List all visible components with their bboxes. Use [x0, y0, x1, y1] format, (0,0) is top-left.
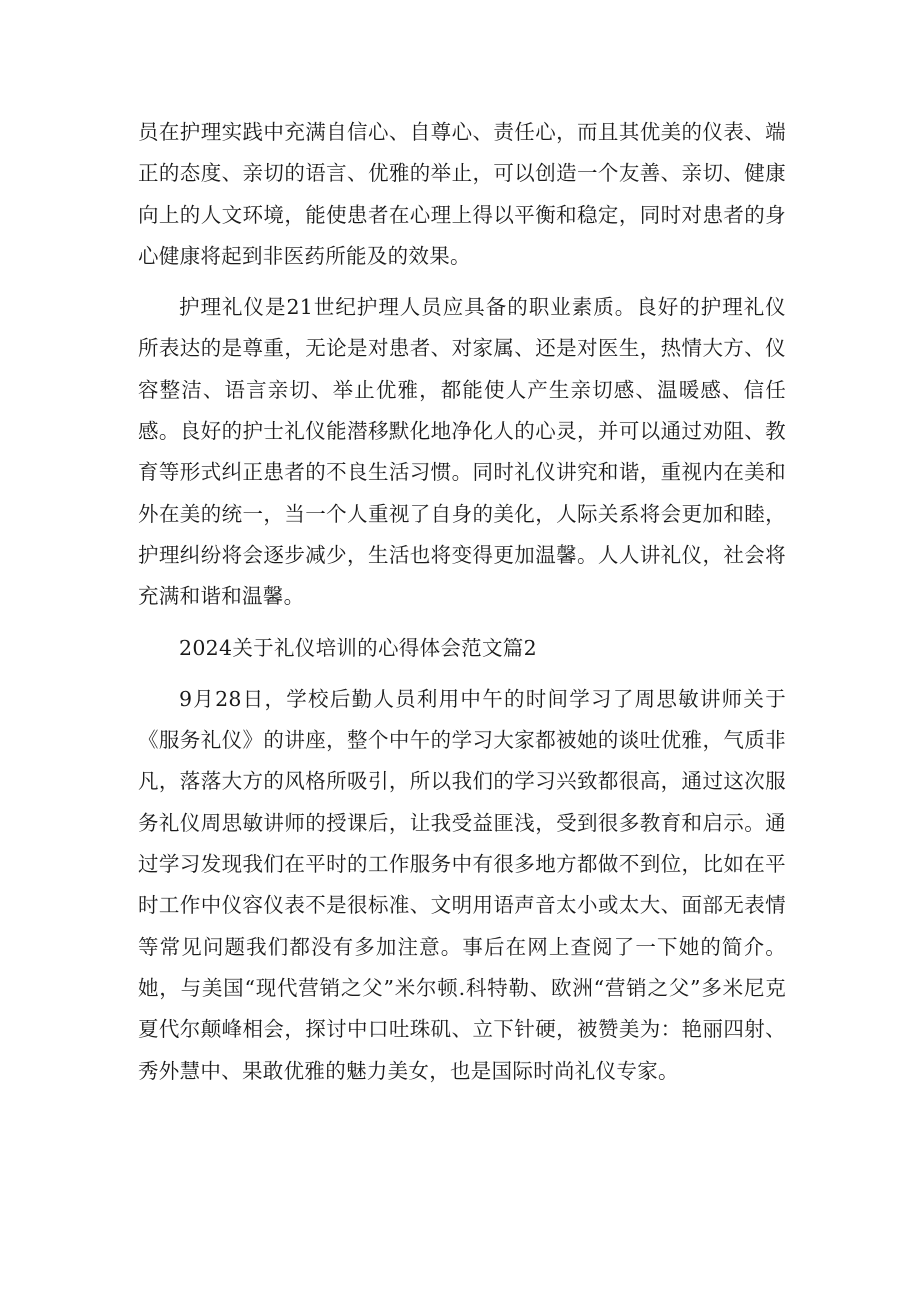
document-body — [138, 112, 786, 1092]
paragraph-nursing-etiquette: 护理礼仪是21世纪护理人员应具备的职业素质。良好的护理礼仪所表达的是尊重，无论是对患者、对家属、还是对医生，热情大方、仪容整洁、语言亲切、举止优雅，都能使人产生亲切感、温暖感、信任感。良好的护士礼仪能潜移默化地净化人的心灵，并可以通过劝阻、教育等形式纠正患者的不良生活习惯。同时礼仪讲究和谐，重视内在美和外在美的统一，当一个人重视了自身的美化，人际关系将会更加和睦，护理纠纷将会逐步减少，生活也将变得更加温馨。人人讲礼仪，社会将充满和谐和温馨。 — [138, 295, 786, 609]
paragraph-continued: 员在护理实践中充满自信心、自尊心、责任心，而且其优美的仪表、端正的态度、亲切的语言、优雅的举止，可以创造一个友善、亲切、健康向上的人文环境，能使患者在心理上得以平衡和稳定，同时对患者的身心健康将起到非医药所能及的效果。 — [138, 120, 786, 268]
paragraph-training-lecture: 9月28日，学校后勤人员利用中午的时间学习了周思敏讲师关于《服务礼仪》的讲座，整个中午的学习大家都被她的谈吐优雅，气质非凡，落落大方的风格所吸引，所以我们的学习兴致都很高，通过这次服务礼仪周思敏讲师的授课后，让我受益匪浅，受到很多教育和启示。通过学习发现我们在平时的工作服务中有很多地方都做不到位，比如在平时工作中仪容仪表不是很标准、文明用语声音太小或太大、面部无表情等常见问题我们都没有多加注意。事后在网上查阅了一下她的简介。她，与美国“现代营销之父”米尔顿.科特勒、欧洲“营销之父”多米尼克夏代尔颠峰相会，探讨中口吐珠矶、立下针硬，被赞美为：艳丽四射、秀外慧中、果敢优雅的魅力美女，也是国际时尚礼仪专家。 — [138, 686, 786, 1083]
section-heading: 2024关于礼仪培训的心得体会范文篇2 — [179, 635, 537, 660]
